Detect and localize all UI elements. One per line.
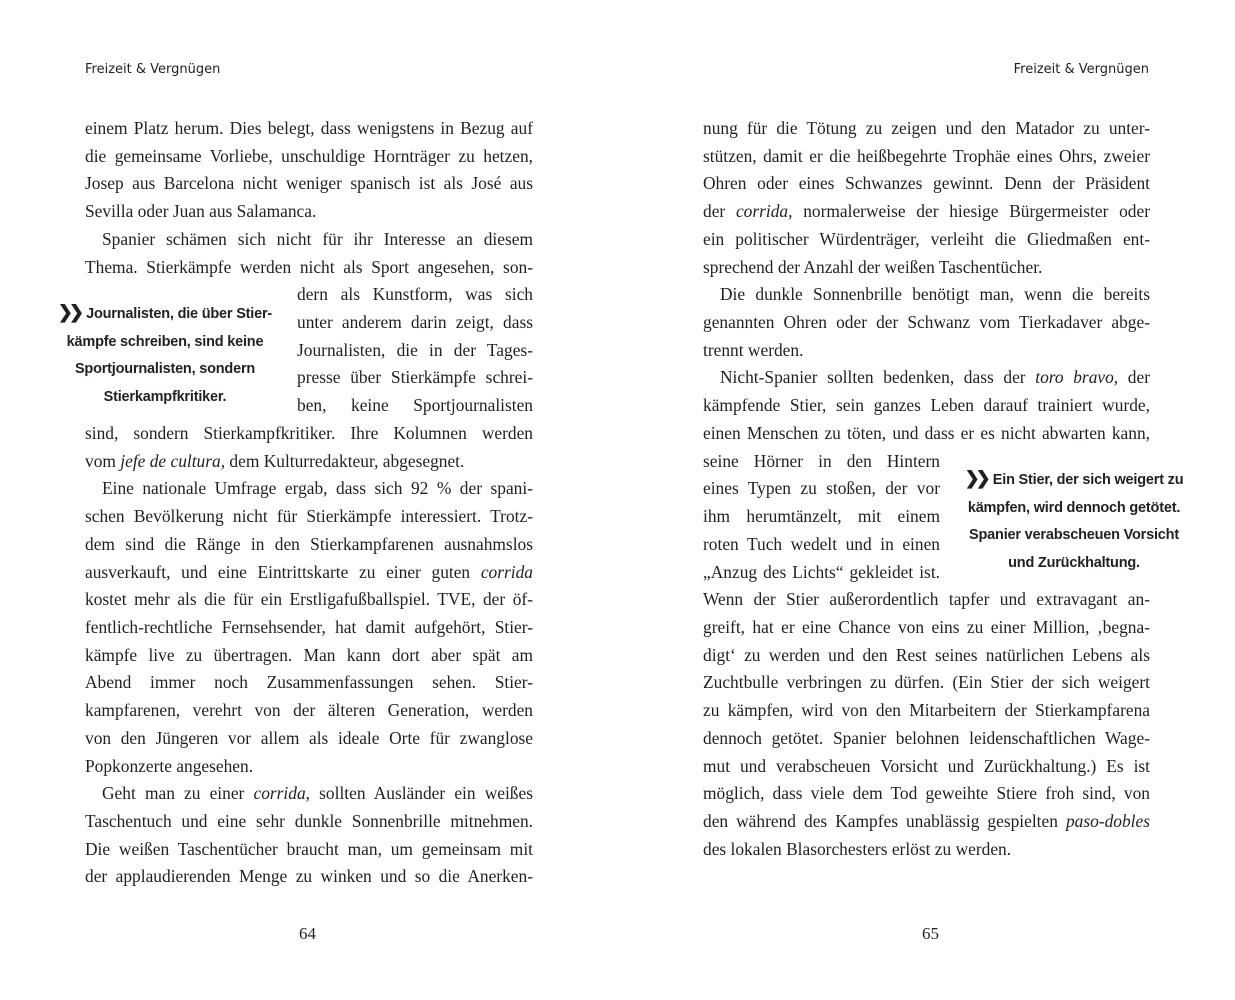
text-line — [85, 839, 533, 865]
text-segment: der — [703, 201, 736, 222]
text-segment: einem Platz herum. Dies belegt, dass wenigstens in Bezug auf — [85, 118, 533, 138]
text-line — [703, 783, 1150, 809]
double-chevron-icon: ❯❯ — [964, 468, 987, 488]
page-number: 64 — [299, 924, 316, 943]
text-line — [102, 478, 533, 504]
double-chevron-icon: ❯❯ — [57, 302, 81, 322]
text-line — [85, 866, 533, 892]
text-segment: kampfarenen, verehrt von der älteren Generation, werden — [85, 700, 533, 721]
text-line — [102, 229, 533, 255]
text-line — [297, 340, 533, 366]
text-segment: trennt werden. — [703, 339, 804, 360]
text-segment: von den Jüngeren vor allem als ideale Orte für zwanglose — [85, 727, 533, 748]
text-line — [703, 756, 1150, 782]
text-line — [85, 173, 533, 199]
text-segment: „Anzug des Lichts“ gekleidet ist. — [703, 561, 940, 582]
text-segment: sind, sondern Stierkampfkritiker. Ihre Kolumnen werden — [85, 422, 533, 443]
text-segment: Popkonzerte angesehen. — [85, 755, 254, 776]
italic-term: corrida — [480, 561, 533, 582]
text-line — [703, 839, 1150, 865]
text-segment: Die dunkle Sonnenbrille benötigt man, wenn die bereits — [720, 284, 1150, 305]
text-line — [85, 451, 533, 477]
running-header: Freizeit & Vergnügen — [85, 62, 221, 77]
text-line — [85, 672, 533, 698]
text-line — [703, 312, 1150, 338]
text-line — [720, 284, 1150, 310]
text-segment: stützen, damit er die heißbegehrte Trophäe eines Ohrs, zweier — [703, 145, 1150, 166]
text-line — [703, 423, 1150, 449]
text-line — [297, 284, 533, 310]
text-segment: Geht man zu einer — [102, 783, 254, 804]
text-line — [85, 118, 533, 144]
text-line — [297, 395, 533, 421]
text-line — [703, 617, 1150, 643]
text-line — [85, 257, 533, 283]
text-segment: der — [1118, 367, 1150, 388]
text-segment: fentlich-rechtliche Fernsehsender, hat damit aufgehört, Stier- — [85, 616, 533, 637]
text-segment: presse über Stierkämpfe schrei- — [297, 367, 533, 388]
pull-quote: ❯❯ Ein Stier, der sich weigert zu kämpfen, wird dennoch getötet. Spanier verabscheuen Vorsicht und Zurückhaltung. — [964, 468, 1184, 572]
text-segment: greift, hat er eine Chance von eins zu einer Million, ‚begna- — [703, 616, 1150, 637]
text-segment: den während des Kampfes unablässig gespielten — [703, 811, 1066, 831]
text-line — [85, 700, 533, 726]
text-segment: zu kämpfen, wird von den Mitarbeitern der Stierkampfarena — [703, 700, 1150, 721]
text-line — [703, 395, 1150, 421]
text-segment: schen Bevölkerung nicht für Stierkämpfe interessiert. Trotz- — [85, 506, 533, 527]
text-segment: sprechend der Anzahl der weißen Taschentücher. — [703, 256, 1043, 277]
text-segment: dern als Kunstform, was sich — [297, 284, 533, 305]
text-line — [85, 756, 533, 782]
text-segment: sollten Ausländer ein weißes — [310, 783, 533, 804]
italic-term: corrida, — [735, 201, 793, 222]
text-segment: ben, keine Sportjournalisten — [297, 395, 533, 416]
text-segment: des lokalen Blasorchesters erlöst zu werden. — [703, 838, 1012, 859]
text-line — [703, 811, 1150, 837]
text-segment: Die weißen Taschentücher braucht man, um gemeinsam mit — [85, 838, 533, 859]
text-segment: die gemeinsame Vorliebe, unschuldige Hornträger zu hetzen, — [85, 145, 533, 166]
text-line — [703, 478, 940, 504]
pull-quote: ❯❯ Journalisten, die über Stier- kämpfe schreiben, sind keine Sportjournalisten, sondern Stierkampfkritiker. — [57, 302, 273, 406]
text-line — [297, 312, 533, 338]
text-segment: dennoch getötet. Spanier belohnen leidenschaftlichen Wage- — [703, 727, 1150, 748]
italic-term: toro bravo, — [1035, 367, 1119, 388]
text-line — [703, 562, 940, 588]
running-header: Freizeit & Vergnügen — [1013, 62, 1149, 77]
text-line — [703, 728, 1150, 754]
text-segment: ihm herumtänzelt, mit einem — [703, 506, 940, 527]
text-segment: unter anderem darin zeigt, dass — [297, 312, 533, 333]
text-segment: roten Tuch wedelt und in einen — [703, 533, 940, 554]
text-line — [85, 589, 533, 615]
text-segment: Taschentuch und eine sehr dunkle Sonnenbrille mitnehmen. — [85, 811, 533, 831]
text-line — [703, 700, 1150, 726]
text-line — [703, 201, 1150, 227]
text-segment: ein politischer Würdenträger, verleiht die Gliedmaßen ent- — [703, 228, 1150, 249]
right-page — [617, 0, 1234, 1000]
text-line — [297, 367, 533, 393]
text-line — [703, 534, 940, 560]
text-segment: einen Menschen zu töten, und dass er es nicht abwarten kann, — [703, 422, 1150, 443]
text-segment: ausverkauft, und eine Eintrittskarte zu einer guten — [85, 561, 481, 582]
text-line — [703, 451, 940, 477]
text-segment: kämpfe live zu übertragen. Man kann dort aber spät am — [85, 644, 533, 665]
text-line — [703, 340, 1150, 366]
text-segment: mut und verabscheuen Vorsicht und Zurückhaltung.) Es ist — [703, 755, 1150, 776]
page-number: 65 — [922, 924, 939, 943]
text-segment: der applaudierenden Menge zu winken und so die Anerken- — [85, 866, 533, 887]
text-segment: dem sind die Ränge in den Stierkampfarenen ausnahmslos — [85, 533, 533, 554]
text-segment: Josep aus Barcelona nicht weniger spanisch ist als José aus — [85, 173, 533, 194]
text-segment: kostet mehr als die für ein Erstligafußballspiel. TVE, der öf- — [85, 589, 533, 610]
text-segment: Journalisten, die in der Tages- — [297, 339, 533, 360]
text-segment: vom — [85, 450, 121, 471]
text-line — [85, 562, 533, 588]
text-segment: normalerweise der hiesige Bürgermeister oder — [792, 201, 1150, 222]
text-line — [85, 617, 533, 643]
left-page — [0, 0, 617, 1000]
text-segment: Nicht-Spanier sollten bedenken, dass der — [720, 367, 1036, 388]
text-line — [703, 645, 1150, 671]
text-segment: Sevilla oder Juan aus Salamanca. — [85, 201, 317, 222]
text-segment: möglich, dass viele dem Tod geweihte Stiere froh sind, von — [703, 783, 1150, 804]
italic-term: jefe de cultura, — [120, 450, 226, 471]
italic-term: paso-dobles — [1065, 811, 1150, 831]
text-line — [703, 257, 1150, 283]
text-segment: seine Hörner in den Hintern — [703, 450, 940, 471]
italic-term: corrida, — [253, 783, 311, 804]
text-line — [85, 645, 533, 671]
text-line — [720, 367, 1150, 393]
text-line — [85, 423, 533, 449]
text-line — [703, 589, 1150, 615]
text-line — [703, 118, 1150, 144]
text-line — [85, 506, 533, 532]
text-segment: Wenn der Stier außerordentlich tapfer und extravagant an- — [703, 589, 1150, 610]
text-segment: kämpfende Stier, sein ganzes Leben darauf trainiert wurde, — [703, 395, 1150, 416]
text-segment: Abend immer noch Zusammenfassungen sehen. Stier- — [85, 672, 533, 693]
text-line — [85, 201, 533, 227]
text-line — [703, 173, 1150, 199]
text-segment: genannten Ohren oder der Schwanz vom Tierkadaver abge- — [703, 312, 1150, 333]
text-segment: Ohren oder eines Schwanzes gewinnt. Denn der Präsident — [703, 173, 1150, 194]
text-line — [102, 783, 533, 809]
text-segment: nung für die Tötung zu zeigen und den Matador zu unter- — [703, 118, 1150, 138]
text-line — [85, 811, 533, 837]
text-segment: eines Typen zu stoßen, der vor — [703, 478, 940, 499]
text-line — [85, 146, 533, 172]
text-line — [703, 146, 1150, 172]
text-segment: Zuchtbulle verbringen zu dürfen. (Ein Stier der sich weigert — [703, 672, 1150, 693]
text-segment: digt‘ zu werden und den Rest seines natürlichen Lebens als — [703, 644, 1150, 665]
text-segment: dem Kulturredakteur, abgesegnet. — [225, 450, 465, 471]
text-segment: Thema. Stierkämpfe werden nicht als Sport angesehen, son- — [85, 256, 533, 277]
text-line — [703, 672, 1150, 698]
text-line — [85, 534, 533, 560]
text-segment: Eine nationale Umfrage ergab, dass sich 92 % der spani- — [102, 478, 533, 499]
text-line — [703, 229, 1150, 255]
text-segment: Spanier schämen sich nicht für ihr Interesse an diesem — [102, 228, 533, 249]
text-line — [85, 728, 533, 754]
text-line — [703, 506, 940, 532]
